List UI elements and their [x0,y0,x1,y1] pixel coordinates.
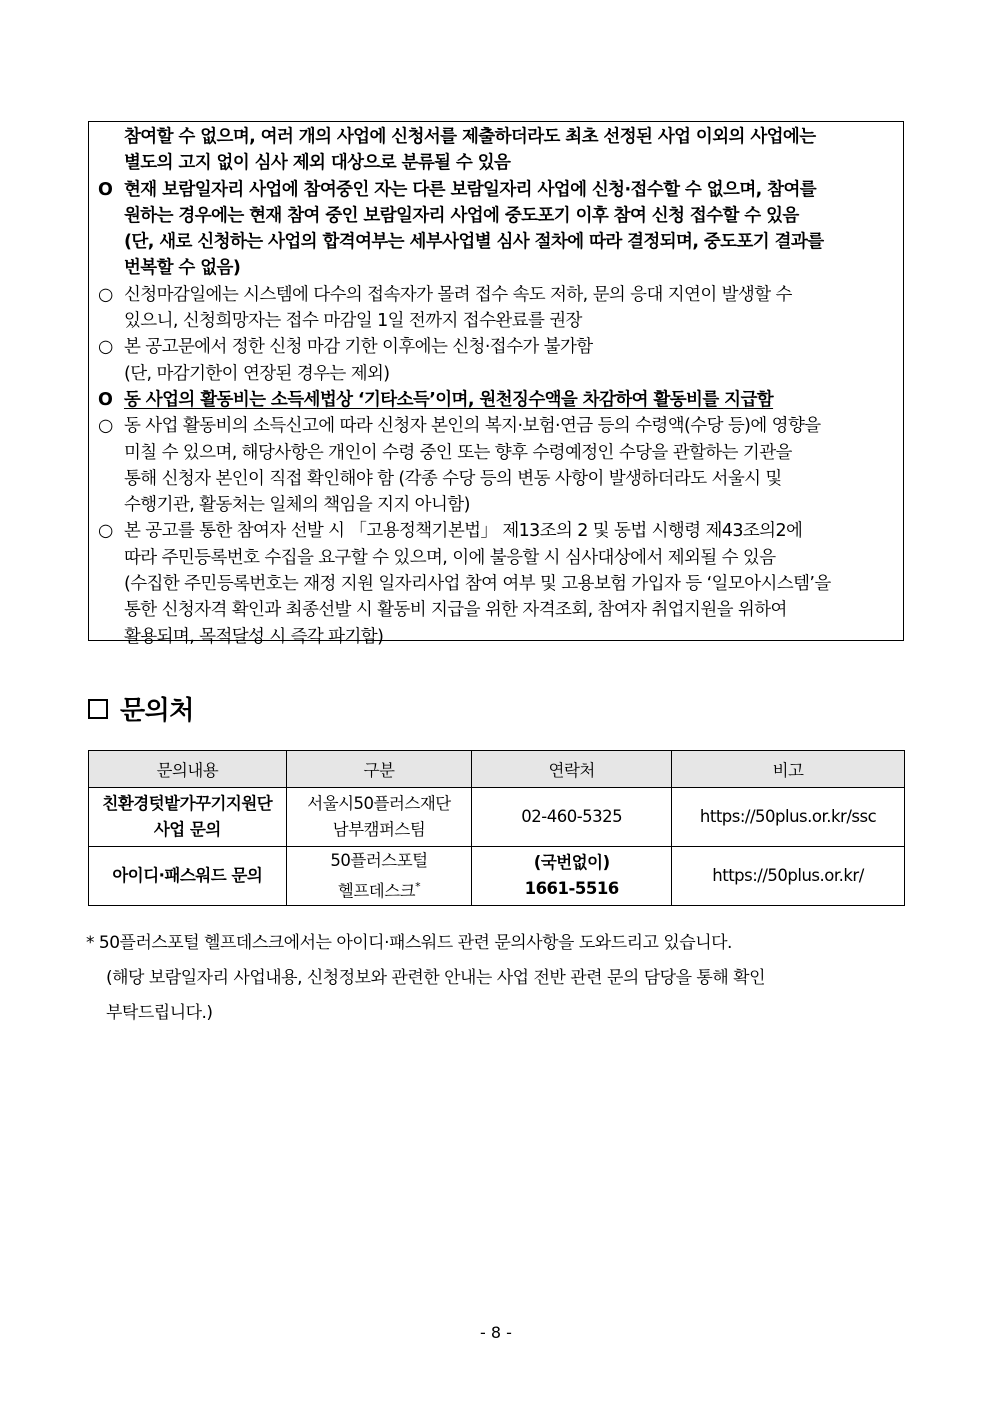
notice-item-deadline: ○ 본 공고문에서 정한 신청 마감 기한 이후에는 신청·접수가 불가함 (단, 마감기한이 연장된 경우는 제외) [98,334,895,387]
bullet-circle-icon: ○ [98,521,113,542]
table-row [89,788,905,847]
notice-item-resident-number: ○ 본 공고를 통한 참여자 선발 시 「고용정책기본법」 제13조의 2 및 동법 시행령 제43조의2에 따라 주민등록번호 수집을 요구할 수 있으며, 이에 불응할 시 심사대상에서 제외될 수 있음 (수집한 주민등록번호는 재정 지원 일자리사업 참여 여부 및 고용보험 가입자 등 ‘일모아시스템’을 통한 신청자격 확인과 최종선발 시 활동비 지급을 위한 자격조회, 참여자 취업지원을 위하여 활용되며, 목적달성 시 즉각 파기함) [98,518,895,649]
bullet-circle-icon: ○ [98,284,113,305]
square-icon [88,699,108,719]
table-cell: 아이디·패스워드 문의 [89,847,287,906]
table-row [89,847,905,906]
phone-number: (국번없이) 1661-5516 [472,847,672,906]
footnote: * 50플러스포털 헬프데스크에서는 아이디·패스워드 관련 문의사항을 도와드리고 있습니다. (해당 보람일자리 사업내용, 신청정보와 관련한 안내는 사업 전반 관련 문의 담당을 통해 확인 부탁드립니다.) [86,933,765,1023]
table-header-row [89,751,905,788]
notice-box [88,121,904,647]
table-cell: 50플러스포털 헬프데스크* [286,847,472,906]
bullet-circle-icon: O [98,179,113,200]
bullet-circle-icon: ○ [98,416,113,437]
notice-item-income-report: ○ 동 사업 활동비의 소득신고에 따라 신청자 본인의 복지·보험·연금 등의 수령액(수당 등)에 영향을 미칠 수 있으며, 해당사항은 개인이 수령 중인 또는 향후 수령예정인 수당을 관할하는 기관을 통해 신청자 본인이 직접 확인해야 함 (각종 수당 등의 변동 사항이 발생하더라도 서울시 및 수행기관, 활동처는 일체의 책임을 지지 아니함) [98,413,895,518]
section-title: 문의처 [88,690,194,727]
notice-item-deadline-traffic: ○ 신청마감일에는 시스템에 다수의 접속자가 몰려 접수 속도 저하, 문의 응대 지연이 발생할 수 있으니, 신청희망자는 접수 마감일 1일 전까지 접수완료를 권장 [98,282,895,335]
page-number: - 8 - [480,1323,512,1342]
table-cell: 친환경텃밭가꾸기지원단 사업 문의 [89,788,287,847]
bullet-circle-icon: O [98,389,113,410]
notice-item-duplicate: O 현재 보람일자리 사업에 참여중인 자는 다른 보람일자리 사업에 신청·접수할 수 없으며, 참여를 원하는 경우에는 현재 참여 중인 보람일자리 사업에 중도포기 이후 참여 신청 접수할 수 있음 (단, 새로 신청하는 사업의 합격여부는 세부사업별 심사 절차에 따라 결정되며, 중도포기 결과를 번복할 수 없음) [98,177,895,282]
contact-table [88,750,905,906]
notice-item-tax: O 동 사업의 활동비는 소득세법상 ‘기타소득’이며, 원천징수액을 차감하여 활동비를 지급함 [98,387,895,413]
table-header: 비고 [672,751,905,788]
website-link[interactable]: https://50plus.or.kr/ [672,847,905,906]
table-cell: 서울시50플러스재단 남부캠퍼스팀 [286,788,472,847]
bullet-circle-icon: ○ [98,337,113,358]
table-header: 연락처 [472,751,672,788]
phone-number: 02-460-5325 [472,788,672,847]
table-header: 문의내용 [89,751,287,788]
website-link[interactable]: https://50plus.or.kr/ssc [672,788,905,847]
table-header: 구분 [286,751,472,788]
notice-continued: 참여할 수 없으며, 여러 개의 사업에 신청서를 제출하더라도 최초 선정된 사업 이외의 사업에는 별도의 고지 없이 심사 제외 대상으로 분류될 수 있음 [124,127,816,174]
